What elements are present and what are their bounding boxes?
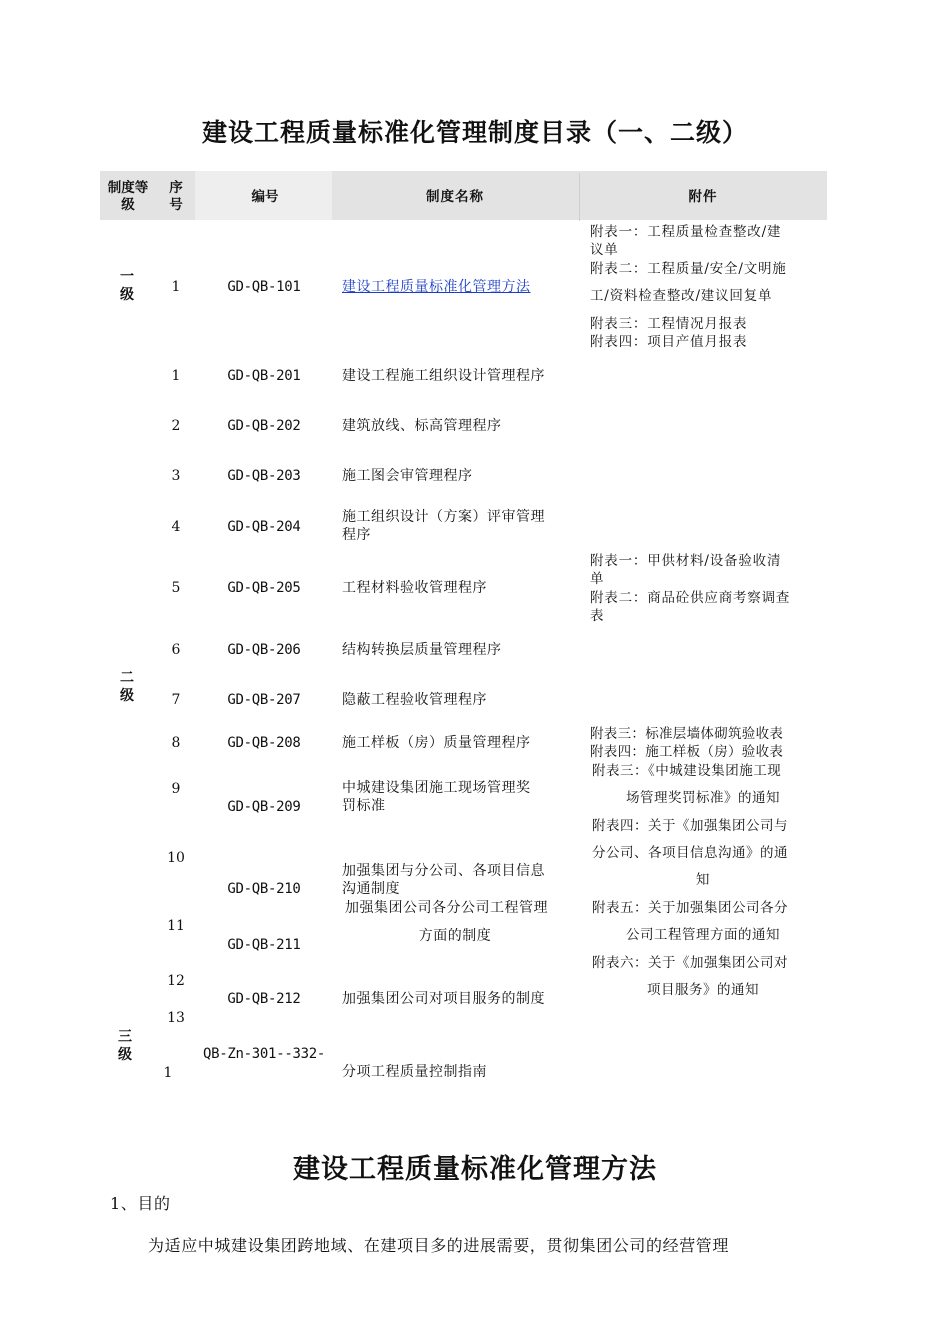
row-name: 沟通制度 bbox=[342, 881, 400, 897]
row-name: 方面的制度 bbox=[418, 928, 492, 944]
row-name: 施工组织设计（方案）评审管理 bbox=[342, 509, 545, 525]
row-code: GD-QB-207 bbox=[227, 692, 301, 708]
attachment-line: 附表三：《中城建设集团施工现 bbox=[592, 763, 782, 779]
header-seq: 序号 bbox=[169, 180, 183, 213]
attachment-line: 附表三：工程情况月报表 bbox=[590, 316, 748, 332]
attachment-line: 附表三：标准层墙体砌筑验收表 bbox=[590, 726, 784, 742]
row-seq: 3 bbox=[171, 468, 181, 484]
attachment-line: 附表二：工程质量/安全/文明施 bbox=[590, 261, 787, 277]
attachment-line: 附表一：工程质量检查整改/建 bbox=[590, 224, 782, 240]
row-seq: 10 bbox=[167, 850, 185, 866]
header-name: 制度名称 bbox=[426, 189, 484, 205]
attachment-line: 公司工程管理方面的通知 bbox=[626, 927, 780, 943]
row-name: 工程材料验收管理程序 bbox=[342, 580, 487, 596]
row-code: GD-QB-209 bbox=[227, 799, 301, 815]
attachment-line: 场管理奖罚标准》的通知 bbox=[626, 790, 780, 806]
row-seq: 1 bbox=[171, 279, 181, 295]
row-name: 结构转换层质量管理程序 bbox=[342, 642, 502, 658]
row-name: 程序 bbox=[342, 527, 371, 543]
attachment-line: 议单 bbox=[590, 242, 619, 258]
level-two: 二级 bbox=[120, 670, 134, 704]
attachment-line: 附表二：商品砼供应商考察调查 bbox=[590, 590, 791, 606]
attachment-line: 附表五：关于加强集团公司各分 bbox=[592, 900, 788, 916]
row-seq: 4 bbox=[171, 519, 181, 535]
row-code: GD-QB-208 bbox=[227, 735, 301, 751]
header-divider bbox=[579, 173, 580, 221]
row-seq: 11 bbox=[167, 918, 185, 934]
header-level: 制度等级 bbox=[107, 180, 149, 213]
row-seq: 6 bbox=[171, 642, 181, 658]
attachment-line: 分公司、各项目信息沟通》的通 bbox=[592, 845, 788, 861]
attachment-line: 知 bbox=[695, 872, 711, 888]
section-heading: 1、目的 bbox=[110, 1194, 171, 1213]
attachment-line: 附表四：关于《加强集团公司与 bbox=[592, 818, 788, 834]
row-code: GD-QB-212 bbox=[227, 991, 301, 1007]
row-code: QB-Zn-301--332- bbox=[203, 1046, 325, 1062]
row-code: GD-QB-205 bbox=[227, 580, 301, 596]
row-code: GD-QB-101 bbox=[227, 279, 301, 295]
row-name: 中城建设集团施工现场管理奖 bbox=[342, 780, 531, 796]
row-seq: 12 bbox=[167, 973, 185, 989]
row-code: GD-QB-206 bbox=[227, 642, 301, 658]
attachment-line: 表 bbox=[590, 608, 605, 624]
attachment-line: 单 bbox=[590, 571, 605, 587]
level-three: 三级 bbox=[118, 1029, 132, 1063]
level-one: 一级 bbox=[120, 269, 134, 303]
page-title: 建设工程质量标准化管理制度目录（一、二级） bbox=[201, 118, 748, 147]
section-paragraph: 为适应中城建设集团跨地域、在建项目多的进展需要，贯彻集团公司的经营管理 bbox=[148, 1236, 730, 1255]
row-name: 建设工程施工组织设计管理程序 bbox=[342, 368, 545, 384]
attachment-line: 附表六：关于《加强集团公司对 bbox=[592, 955, 788, 971]
row-name: 加强集团与分公司、各项目信息 bbox=[342, 863, 545, 879]
row-code: GD-QB-210 bbox=[227, 881, 301, 897]
row-name: 隐蔽工程验收管理程序 bbox=[342, 692, 487, 708]
link-standard-management-method[interactable]: 建设工程质量标准化管理方法 bbox=[342, 279, 531, 295]
row-seq: 9 bbox=[171, 781, 181, 797]
attachment-line: 附表四：项目产值月报表 bbox=[590, 334, 748, 350]
row-name: 建筑放线、标高管理程序 bbox=[342, 418, 502, 434]
attachment-line: 项目服务》的通知 bbox=[647, 982, 759, 998]
row-seq: 5 bbox=[171, 580, 181, 596]
attachment-line: 工/资料检查整改/建议回复单 bbox=[590, 288, 773, 304]
row-code: GD-QB-201 bbox=[227, 368, 301, 384]
header-code: 编号 bbox=[251, 189, 279, 205]
row-seq: 8 bbox=[171, 735, 181, 751]
attachment-line: 附表一：甲供材料/设备验收清 bbox=[590, 553, 782, 569]
row-code: GD-QB-203 bbox=[227, 468, 301, 484]
row-seq: 1 bbox=[163, 1065, 173, 1081]
header-attach: 附件 bbox=[688, 189, 718, 205]
row-name: 罚标准 bbox=[342, 798, 386, 814]
row-seq: 13 bbox=[167, 1010, 185, 1026]
row-name: 加强集团公司各分公司工程管理 bbox=[345, 900, 548, 916]
row-code: GD-QB-204 bbox=[227, 519, 301, 535]
row-name: 加强集团公司对项目服务的制度 bbox=[342, 991, 545, 1007]
row-name: 施工样板（房）质量管理程序 bbox=[342, 735, 531, 751]
attachment-line: 附表四：施工样板（房）验收表 bbox=[590, 744, 784, 760]
row-seq: 2 bbox=[171, 418, 181, 434]
row-seq: 7 bbox=[171, 692, 181, 708]
row-code: GD-QB-211 bbox=[227, 937, 301, 953]
row-seq: 1 bbox=[171, 368, 181, 384]
row-name: 分项工程质量控制指南 bbox=[342, 1064, 487, 1080]
row-code: GD-QB-202 bbox=[227, 418, 301, 434]
section-title: 建设工程质量标准化管理方法 bbox=[293, 1154, 657, 1185]
row-name: 施工图会审管理程序 bbox=[342, 468, 473, 484]
